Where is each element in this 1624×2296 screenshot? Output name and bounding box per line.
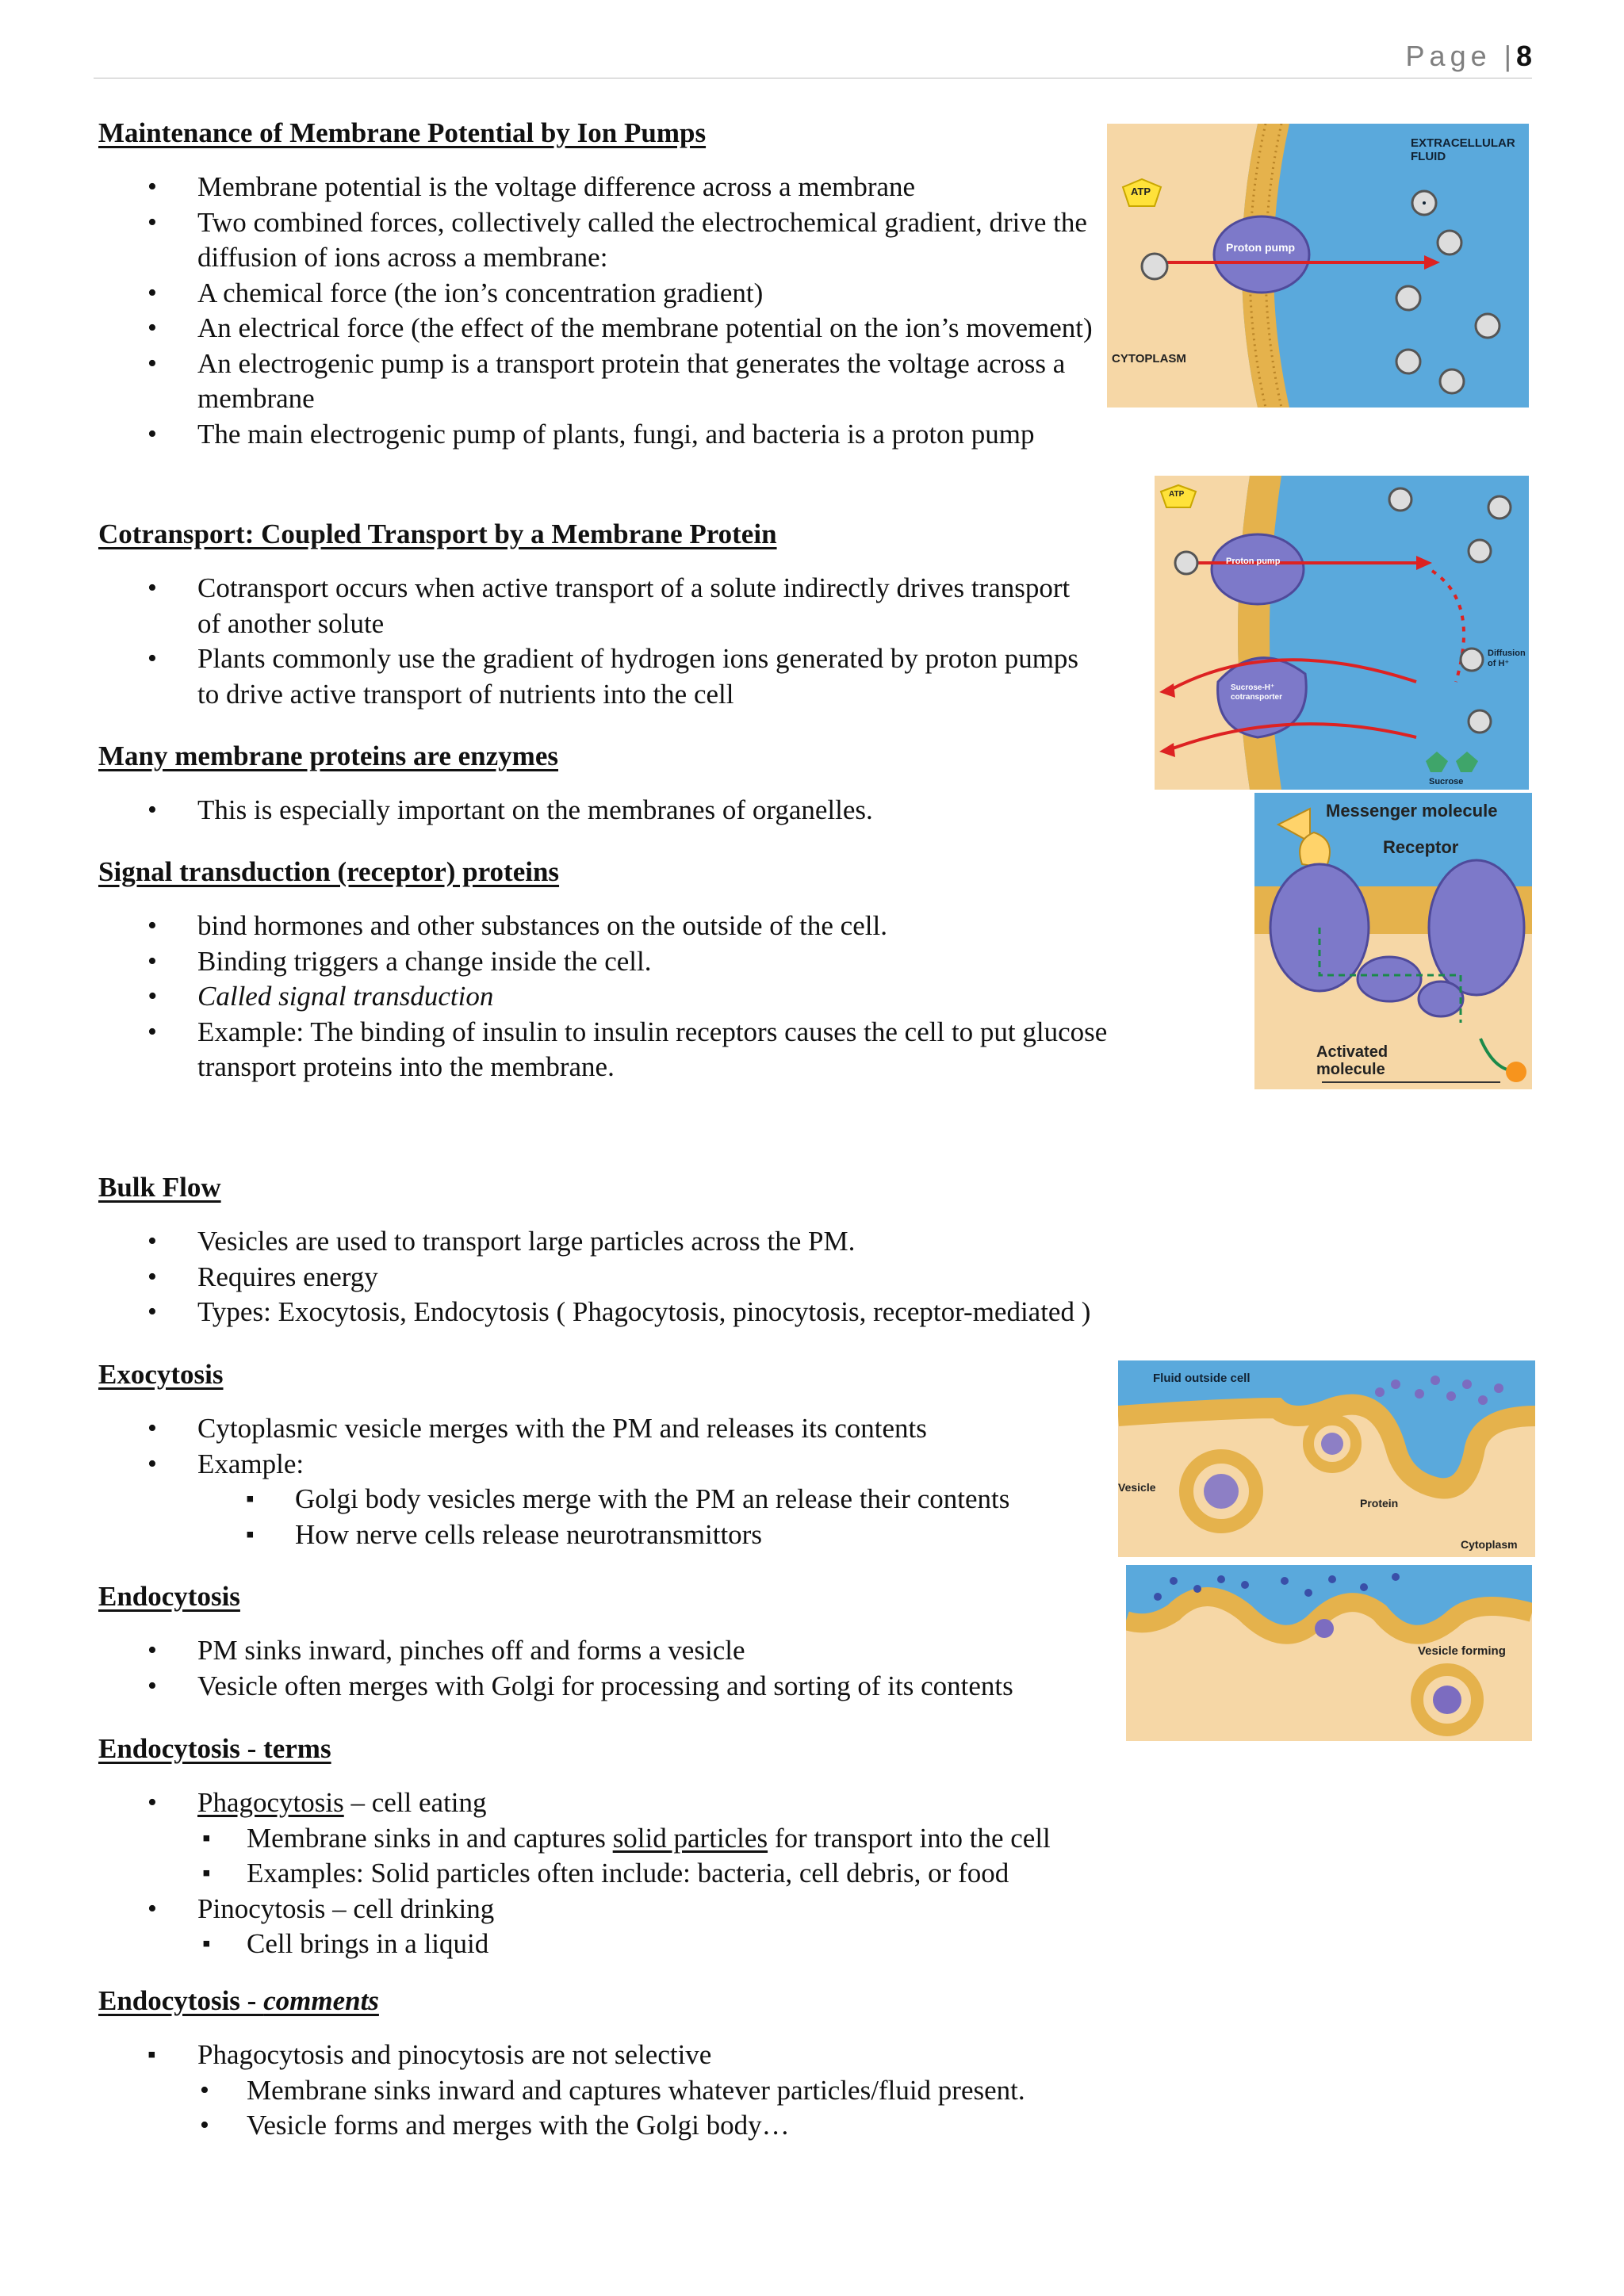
- hydrogen-ion-icon: [1142, 254, 1167, 279]
- sub-list: [98, 1821, 1208, 1892]
- emphasis-underline: solid particles: [612, 1822, 768, 1854]
- list-item: • PM sinks inward, pinches off and forms a vesicle: [98, 1633, 1129, 1669]
- title-text: Endocytosis -: [98, 1985, 264, 2016]
- sub-list-item: ▪ How nerve cells release neurotransmittors: [98, 1517, 1097, 1553]
- atp-label: ATP: [1131, 186, 1151, 197]
- sub-list: [98, 2073, 1208, 2144]
- section-endocytosis-terms: [98, 1732, 1208, 1962]
- cytoplasm-region: [1155, 476, 1250, 790]
- sub-list-item: • Membrane sinks inward and captures whatever particles/fluid present.: [98, 2073, 1208, 2109]
- section-endocytosis: [98, 1579, 1129, 1704]
- activated-label: Activated molecule: [1316, 1043, 1388, 1078]
- bullet-list: [98, 1224, 1335, 1330]
- figure-endocytosis: [1126, 1565, 1532, 1741]
- section-title: Bulk Flow: [98, 1172, 221, 1203]
- exocytosis-diagram: [1118, 1360, 1535, 1557]
- bullet-list: [98, 1633, 1129, 1704]
- fluid-label: Fluid outside cell: [1153, 1372, 1251, 1385]
- receptor-label: Receptor: [1383, 837, 1459, 857]
- list-item: • Requires energy: [98, 1260, 1335, 1295]
- bullet-list: [98, 793, 1129, 828]
- section-title: Cotransport: Coupled Transport by a Membrane Protein: [98, 519, 777, 549]
- atp-label: ATP: [1169, 490, 1185, 499]
- list-item: • Binding triggers a change inside the cell.: [98, 944, 1201, 980]
- figure-cotransport: [1155, 476, 1529, 790]
- section-enzymes: [98, 739, 1129, 828]
- figure-exocytosis: [1118, 1360, 1535, 1557]
- section-exocytosis: [98, 1357, 1097, 1552]
- list-item: • Cotransport occurs when active transport of a solute indirectly drives transport of another solute: [98, 571, 1082, 641]
- term-phagocytosis: Phagocytosis: [197, 1787, 344, 1818]
- list-item: • An electrical force (the effect of the membrane potential on the ion’s movement): [98, 311, 1113, 346]
- list-item: • Called signal transduction: [98, 979, 1201, 1015]
- list-item: • Plants commonly use the gradient of hydrogen ions generated by proton pumps to drive active transport of nutrients into the cell: [98, 641, 1082, 712]
- list-item: • Vesicles are used to transport large particles across the PM.: [98, 1224, 1335, 1260]
- page-number-value: 8: [1515, 40, 1532, 72]
- section-title: [98, 1984, 1208, 2019]
- list-item: • An electrogenic pump is a transport protein that generates the voltage across a membrane: [98, 346, 1113, 417]
- section-endocytosis-comments: [98, 1984, 1208, 2144]
- text-run: Membrane sinks in and captures: [247, 1822, 613, 1854]
- title-emphasis: comments: [263, 1985, 379, 2016]
- square-list: [98, 2038, 1208, 2073]
- section-signal-transduction: [98, 855, 1201, 1085]
- cotransport-diagram: [1155, 476, 1529, 790]
- sub-list: [98, 1482, 1097, 1552]
- list-item: • Pinocytosis – cell drinking: [98, 1892, 1208, 1927]
- list-item: • A chemical force (the ion’s concentration gradient): [98, 276, 1113, 312]
- vesicle-label: Vesicle: [1118, 1481, 1156, 1494]
- page-word: Page: [1405, 40, 1492, 72]
- proton-pump-protein: [1212, 534, 1304, 604]
- vesicle-forming-label: Vesicle forming: [1418, 1644, 1506, 1658]
- list-item: • Vesicle often merges with Golgi for processing and sorting of its contents: [98, 1669, 1129, 1705]
- bullet-list: [98, 571, 1082, 712]
- list-item: • bind hormones and other substances on the outside of the cell.: [98, 909, 1201, 944]
- figure-proton-pump: [1107, 124, 1529, 408]
- section-title: Many membrane proteins are enzymes: [98, 740, 558, 771]
- extracellular-label: EXTRACELLULAR FLUID: [1411, 136, 1515, 163]
- list-item: • The main electrogenic pump of plants, fungi, and bacteria is a proton pump: [98, 417, 1113, 453]
- list-item: • Example: The binding of insulin to insulin receptors causes the cell to put glucose transport proteins into the membrane.: [98, 1015, 1201, 1085]
- activated-molecule-icon: [1506, 1062, 1526, 1082]
- page-number: Page |8: [1405, 40, 1532, 72]
- sub-list: [98, 1927, 1208, 1962]
- list-item: [98, 1785, 1208, 1821]
- sub-list-item: ▪ Golgi body vesicles merge with the PM an release their contents: [98, 1482, 1097, 1517]
- bullet-list: [98, 170, 1113, 452]
- section-bulk-flow: [98, 1170, 1335, 1330]
- bullet-list: [98, 1785, 1208, 1821]
- proton-pump-protein: [1214, 216, 1309, 293]
- section-membrane-potential: [98, 116, 1113, 452]
- figure-receptor: [1254, 793, 1532, 1089]
- section-title: Signal transduction (receptor) proteins: [98, 856, 560, 887]
- protein-label: Protein: [1360, 1497, 1399, 1510]
- section-title: Endocytosis: [98, 1581, 240, 1612]
- bullet-list: [98, 1892, 1208, 1927]
- cotransporter-label: Sucrose-H⁺ cotransporter: [1231, 683, 1283, 702]
- list-item: ▪ Phagocytosis and pinocytosis are not selective: [98, 2038, 1208, 2073]
- term-definition: – cell eating: [343, 1787, 487, 1818]
- list-item: • Types: Exocytosis, Endocytosis ( Phagocytosis, pinocytosis, receptor-mediated ): [98, 1295, 1335, 1330]
- list-item: • Cytoplasmic vesicle merges with the PM and releases its contents: [98, 1411, 1097, 1447]
- list-item: • Example:: [98, 1447, 1097, 1483]
- bullet-list: [98, 909, 1201, 1085]
- section-title: Endocytosis - terms: [98, 1733, 331, 1764]
- sub-list-item: ▪ Cell brings in a liquid: [98, 1927, 1208, 1962]
- section-cotransport: [98, 517, 1082, 712]
- messenger-label: Messenger molecule: [1326, 801, 1498, 821]
- text-run: for transport into the cell: [768, 1822, 1051, 1854]
- sub-list-item: • Vesicle forms and merges with the Golgi body…: [98, 2108, 1208, 2144]
- cytoplasm-label: Cytoplasm: [1461, 1538, 1518, 1551]
- section-title: Exocytosis: [98, 1359, 224, 1390]
- list-item: • This is especially important on the membranes of organelles.: [98, 793, 1129, 828]
- sucrose-label: Sucrose: [1429, 777, 1464, 786]
- section-title: Maintenance of Membrane Potential by Ion Pumps: [98, 117, 707, 148]
- pump-label: Proton pump: [1226, 557, 1281, 566]
- cytoplasm-label: CYTOPLASM: [1112, 352, 1186, 365]
- pump-label: Proton pump: [1226, 241, 1296, 254]
- sub-list-item: ▪ Examples: Solid particles often include: bacteria, cell debris, or food: [98, 1856, 1208, 1892]
- list-item: • Two combined forces, collectively called the electrochemical gradient, drive the diffusion of ions across a membrane:: [98, 205, 1113, 276]
- diffusion-label: Diffusion of H⁺: [1488, 649, 1526, 668]
- bullet-list: [98, 1411, 1097, 1482]
- list-item: • Membrane potential is the voltage difference across a membrane: [98, 170, 1113, 205]
- sub-list-item: [98, 1821, 1208, 1857]
